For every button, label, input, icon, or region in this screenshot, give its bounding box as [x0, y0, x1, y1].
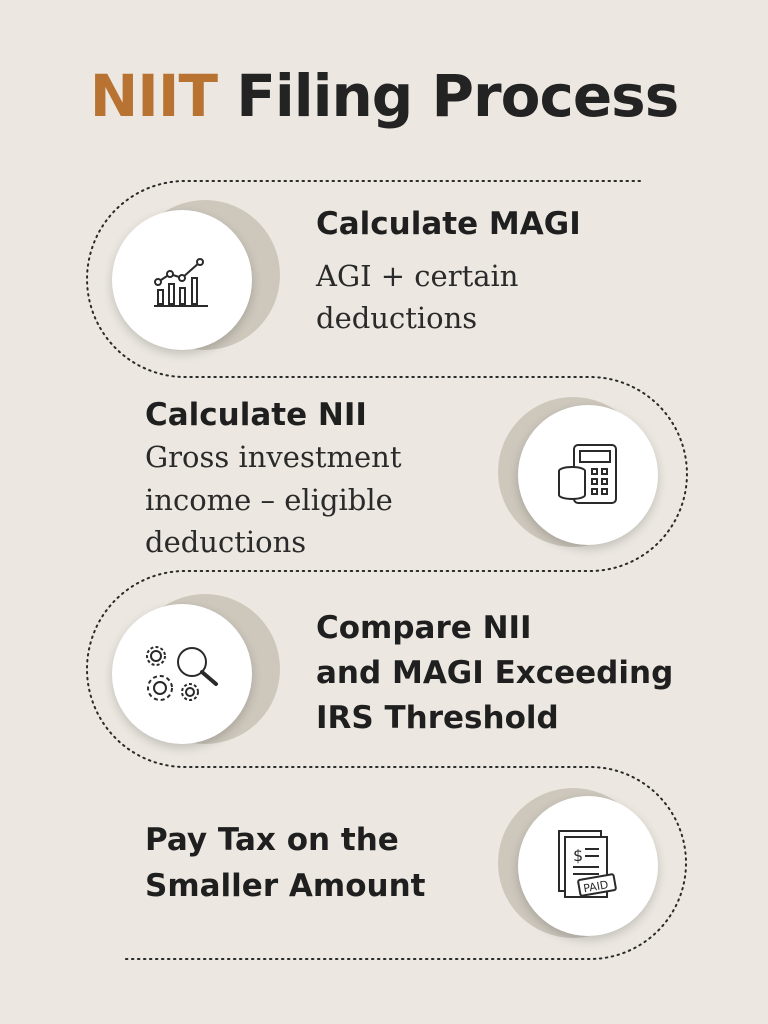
title-accent: NIIT	[89, 62, 218, 130]
step-1-desc-line-1: AGI + certain	[316, 259, 519, 293]
step-1-icon-badge	[112, 210, 262, 360]
step-4-title-line-2: Smaller Amount	[145, 868, 426, 904]
step-2-icon-badge	[518, 405, 668, 555]
step-2-title: Calculate NII	[145, 397, 367, 433]
gears-magnifier-icon	[144, 644, 220, 704]
step-2-desc-line-1: Gross investment	[145, 440, 402, 474]
step-3-title-line-1: Compare NII	[316, 610, 532, 646]
step-4-title-line-1: Pay Tax on the	[145, 822, 399, 858]
step-3-icon-badge	[112, 604, 262, 754]
step-3-title-line-3: IRS Threshold	[316, 700, 559, 736]
step-2-desc-line-2: income – eligible	[145, 483, 393, 517]
paid-stamp: PAID	[582, 878, 610, 896]
paid-invoice-icon	[553, 829, 623, 903]
svg-text:$: $	[573, 846, 584, 865]
step-2-desc-line-3: deductions	[145, 525, 307, 559]
step-4-icon-badge	[518, 796, 668, 946]
chart-icon	[154, 252, 210, 308]
step-1-title: Calculate MAGI	[316, 206, 581, 242]
step-1-desc-line-2: deductions	[316, 301, 478, 335]
title-rest: Filing Process	[236, 62, 679, 130]
calculator-coins-icon	[556, 443, 620, 507]
step-3-title-line-2: and MAGI Exceeding	[316, 655, 674, 691]
